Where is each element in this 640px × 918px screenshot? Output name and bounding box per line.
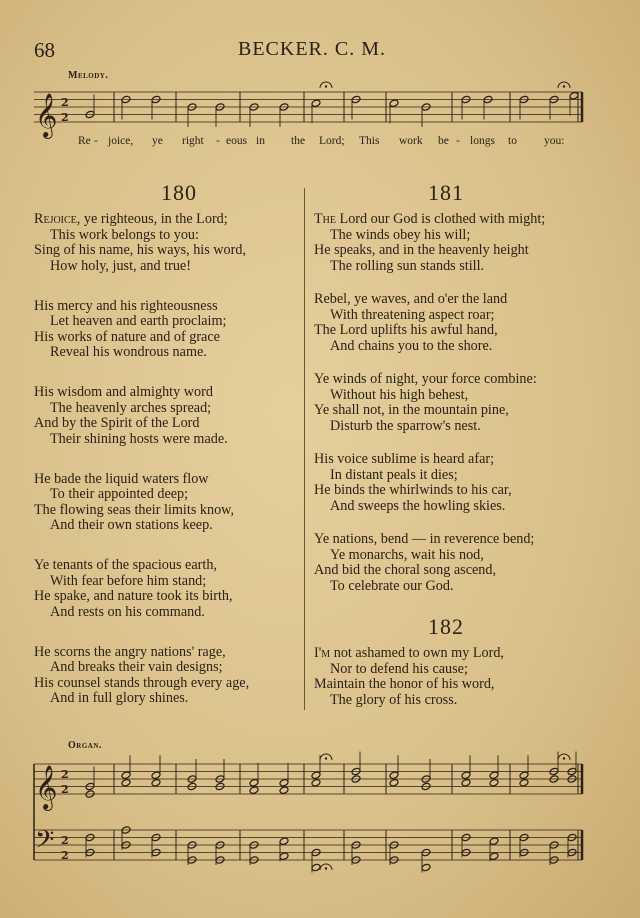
stanza-line: And their own stations keep. — [50, 517, 213, 534]
hymn-number-180: 180 — [161, 180, 197, 205]
stanza-line: He scorns the angry nations' rage, — [34, 643, 226, 660]
half-note — [489, 837, 499, 845]
stanza-line: The rolling sun stands still. — [330, 257, 485, 274]
lyric-syllable: the — [291, 135, 306, 147]
half-note — [279, 837, 289, 845]
stanza-line: And breaks their vain designs; — [50, 659, 223, 676]
half-note — [121, 771, 131, 779]
melody-label: Melody. — [68, 70, 109, 81]
stanza-line: And by the Spirit of the Lord — [34, 415, 200, 432]
stanza-line: Without his high behest, — [330, 386, 469, 403]
stanza — [34, 212, 246, 274]
half-note — [311, 99, 321, 107]
stanza — [314, 452, 512, 514]
fermata-dot — [325, 757, 327, 759]
lyric-syllable: - — [216, 135, 220, 147]
stanza-line: And in full glory shines. — [50, 690, 189, 707]
lyric-syllable: Re — [78, 135, 91, 147]
stanza — [314, 292, 507, 354]
organ-staves — [34, 752, 594, 882]
stanza-line: Ye winds of night, your force combine: — [314, 371, 537, 387]
stanza — [314, 646, 504, 708]
lyric-syllable: in — [256, 135, 265, 147]
half-note — [489, 852, 499, 860]
stanza-line: Maintain the honor of his word, — [314, 676, 495, 693]
stanza-line: The Lord uplifts his awful hand, — [314, 322, 498, 339]
stanza-line: His works of nature and of grace — [34, 328, 220, 345]
stanza — [34, 385, 228, 447]
treble-clef: 𝄞 — [35, 765, 58, 809]
half-note — [389, 779, 399, 787]
stanza-line: The heavenly arches spread; — [50, 399, 212, 416]
stanza-line: His wisdom and almighty word — [34, 384, 213, 400]
lyric-syllable: work — [399, 135, 423, 147]
half-note — [279, 786, 289, 794]
stanza-line: Nor to defend his cause; — [330, 660, 468, 677]
fermata-dot — [325, 85, 327, 87]
stanza-line: And sweeps the howling skies. — [330, 497, 506, 514]
half-note — [489, 771, 499, 779]
stanza-line: To their appointed deep; — [50, 486, 189, 503]
time-signature-bottom: 2 — [61, 111, 69, 124]
stanza-line: Rejoice, ye righteous, in the Lord; — [34, 211, 228, 227]
stanza-line: And rests on his command. — [50, 603, 205, 620]
treble-clef: 𝄞 — [35, 93, 58, 137]
stanza-line: Sing of his name, his ways, his word, — [34, 242, 247, 259]
stanza-line: I'm not ashamed to own my Lord, — [314, 645, 504, 661]
time-signature-top: 2 — [61, 96, 69, 109]
half-note — [311, 771, 321, 779]
lyric-syllable: eous — [226, 135, 248, 147]
half-note — [311, 779, 321, 787]
half-note — [519, 779, 529, 787]
stanza-line: Ye monarchs, wait his nod, — [330, 546, 484, 563]
lyric-syllable: to — [508, 135, 517, 147]
half-note — [151, 779, 161, 787]
stanza — [314, 212, 545, 274]
half-note — [249, 779, 259, 787]
stanza-line: In distant peals it dies; — [330, 466, 458, 483]
stanza-line: How holy, just, and true! — [50, 257, 191, 274]
half-note — [569, 92, 579, 100]
half-note — [489, 779, 499, 787]
stanza — [34, 558, 233, 620]
melody-lyrics — [78, 135, 578, 151]
hymn-number-181: 181 — [428, 180, 464, 205]
half-note — [519, 771, 529, 779]
lyric-syllable: Lord; — [319, 135, 345, 147]
half-note — [311, 863, 321, 871]
tune-title: BECKER. C. M. — [238, 38, 387, 60]
column-divider — [304, 188, 305, 710]
stanza-line: And bid the choral song ascend, — [314, 562, 497, 579]
hymn-number-182: 182 — [428, 614, 464, 639]
half-note — [249, 786, 259, 794]
organ-label: Organ. — [68, 740, 102, 751]
page-header — [34, 38, 594, 66]
half-note — [389, 771, 399, 779]
half-note — [279, 852, 289, 860]
page-number: 68 — [34, 38, 55, 62]
stanza — [314, 372, 537, 434]
time-signature-bottom: 2 — [61, 849, 69, 862]
melody-staff — [34, 80, 594, 137]
stanza-line: The winds obey his will; — [330, 226, 471, 243]
half-note — [151, 771, 161, 779]
time-signature-top: 2 — [61, 834, 69, 847]
half-note — [421, 863, 431, 871]
half-note — [461, 779, 471, 787]
half-note — [389, 99, 399, 107]
stanza — [34, 645, 249, 707]
stanza-line: With fear before him stand; — [50, 572, 207, 589]
stanza-line: Ye shall not, in the mountain pine, — [314, 402, 509, 419]
lyric-syllable: joice, — [108, 135, 134, 147]
fermata-dot — [563, 85, 565, 87]
stanza-line: The glory of his cross. — [330, 691, 458, 708]
lyric-syllable: ye — [152, 135, 163, 147]
lyric-syllable: longs — [470, 135, 495, 147]
stanza-line: To celebrate our God. — [330, 577, 454, 594]
stanza — [34, 299, 226, 361]
time-signature-bottom: 2 — [61, 783, 69, 796]
stanza-line: He speaks, and in the heavenly height — [314, 242, 529, 259]
lyric-syllable: - — [456, 135, 460, 147]
stanza-line: The Lord our God is clothed with might; — [314, 211, 546, 227]
stanza-line: Reveal his wondrous name. — [50, 344, 207, 361]
stanza-line: His counsel stands through every age, — [34, 674, 250, 691]
stanza — [314, 532, 534, 594]
fermata-dot — [563, 757, 565, 759]
half-note — [279, 779, 289, 787]
stanza-line: With threatening aspect roar; — [330, 306, 495, 323]
half-note — [121, 779, 131, 787]
stanza-line: Disturb the sparrow's nest. — [330, 417, 481, 434]
stanza-line: He binds the whirlwinds to his car, — [314, 482, 512, 499]
half-note — [461, 771, 471, 779]
time-signature-top: 2 — [61, 768, 69, 781]
stanza-line: And chains you to the shore. — [330, 337, 493, 354]
stanza-line: His mercy and his righteousness — [34, 297, 218, 314]
lyric-syllable: be — [438, 135, 449, 147]
stanza-line: Ye tenants of the spacious earth, — [34, 557, 217, 573]
bass-clef: 𝄢 — [35, 825, 55, 861]
lyric-syllable: you: — [544, 135, 565, 147]
lyric-syllable: right — [182, 135, 204, 147]
stanza-line: This work belongs to you: — [50, 226, 199, 243]
stanza-line: The flowing seas their limits know, — [34, 501, 235, 518]
stanza-line: Ye nations, bend — in reverence bend; — [314, 531, 535, 547]
stanza-line: His voice sublime is heard afar; — [314, 451, 495, 467]
stanza — [34, 472, 234, 534]
stanza-line: Let heaven and earth proclaim; — [50, 313, 227, 330]
stanza-line: Rebel, ye waves, and o'er the land — [314, 291, 508, 307]
fermata-dot — [325, 867, 327, 869]
stanza-line: Their shining hosts were made. — [50, 430, 228, 447]
lyric-syllable: This — [359, 135, 380, 147]
stanza-line: He spake, and nature took its birth, — [34, 588, 233, 605]
stanza-line: He bade the liquid waters flow — [34, 470, 209, 487]
lyric-syllable: - — [94, 135, 98, 147]
